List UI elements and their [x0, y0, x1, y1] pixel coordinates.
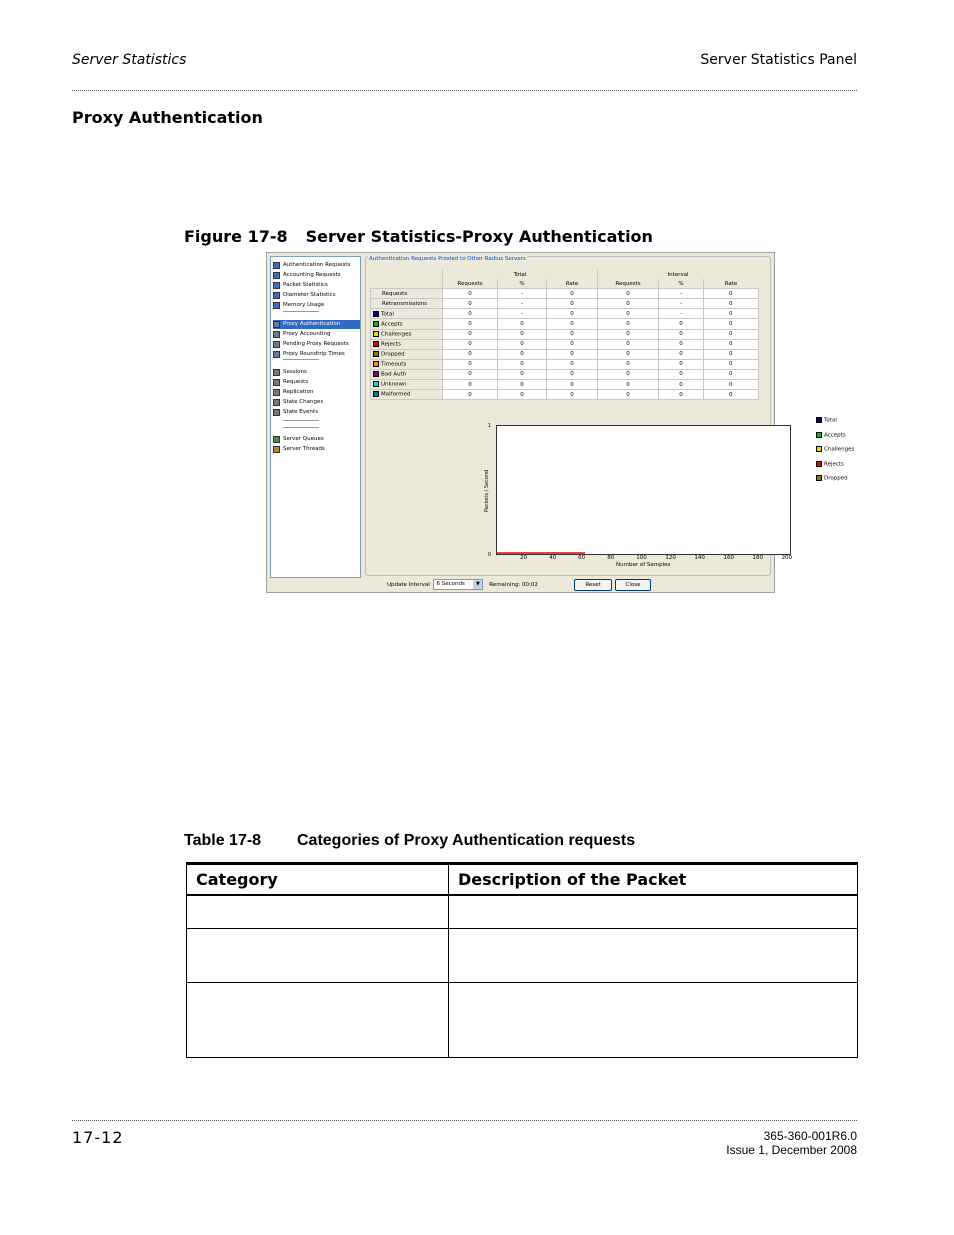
grid-icon [273, 379, 280, 386]
reset-button[interactable]: Reset [574, 579, 612, 591]
stats-row [371, 390, 759, 400]
column-header: Requests [443, 279, 498, 289]
stat-value: 0 [704, 390, 759, 400]
stat-value: 0 [704, 299, 759, 309]
group-header: Interval [598, 270, 759, 279]
nav-item[interactable] [273, 330, 331, 339]
color-swatch-icon [816, 475, 822, 481]
table-title: Categories of Proxy Authentication requests [297, 832, 636, 849]
table-cell [371, 279, 443, 289]
stat-value: 0 [547, 359, 598, 369]
update-interval-value: 6 Seconds [436, 581, 465, 587]
nav-item-label: Proxy Roundtrip Times [283, 351, 345, 357]
proxy-icon [273, 331, 280, 338]
nav-item-label: Authentication Requests [283, 262, 351, 268]
x-tick-label: 20 [520, 555, 528, 561]
stat-value: 0 [498, 349, 547, 359]
document-id [726, 1129, 857, 1157]
column-header: % [498, 279, 547, 289]
nav-item[interactable] [273, 291, 336, 300]
figure-caption [184, 227, 671, 246]
stat-value: 0 [498, 339, 547, 349]
stat-value: 0 [598, 359, 659, 369]
stat-value: 0 [443, 359, 498, 369]
nav-item-label: Sessions [283, 369, 307, 375]
stat-value: 0 [659, 339, 704, 349]
row-label: Total [381, 311, 394, 318]
stat-value: 0 [443, 369, 498, 379]
nav-item[interactable] [273, 271, 341, 280]
stat-value: 0 [443, 289, 498, 299]
row-label: Bad Auth [381, 371, 407, 378]
stats-row [371, 380, 759, 390]
proxy-icon [273, 321, 280, 328]
row-label-cell [371, 369, 443, 379]
nav-item[interactable] [273, 435, 324, 444]
stat-value: 0 [659, 319, 704, 329]
column-header: Requests [598, 279, 659, 289]
stat-value: 0 [598, 349, 659, 359]
stat-value: 0 [443, 380, 498, 390]
group-header-row [371, 270, 759, 279]
stats-row [371, 289, 759, 299]
nav-item[interactable] [273, 368, 307, 377]
nav-item[interactable] [273, 388, 313, 397]
chart-icon [273, 292, 280, 299]
proxy-icon [273, 341, 280, 348]
stat-value: 0 [659, 329, 704, 339]
stat-value: - [498, 289, 547, 299]
remaining-value: 00:02 [522, 582, 538, 588]
stats-row [371, 329, 759, 339]
nav-item-label: Proxy Authentication [283, 321, 341, 327]
row-label-cell [371, 289, 443, 299]
x-tick-label: 80 [607, 555, 615, 561]
x-tick-label: 60 [578, 555, 586, 561]
nav-item-label: Requests [283, 379, 309, 385]
x-axis-label: Number of Samples [616, 562, 671, 568]
legend-label: Accepts [824, 432, 846, 438]
nav-item[interactable] [273, 378, 308, 387]
x-tick-label: 160 [723, 555, 734, 561]
grid-icon [273, 409, 280, 416]
legend-item [816, 475, 848, 482]
thread-icon [273, 446, 280, 453]
stat-value: 0 [704, 289, 759, 299]
stat-value: 0 [547, 369, 598, 379]
row-label-cell [371, 329, 443, 339]
stat-value: 0 [704, 309, 759, 319]
stat-value: 0 [659, 349, 704, 359]
stats-row [371, 369, 759, 379]
stat-value: 0 [547, 319, 598, 329]
nav-item[interactable] [273, 350, 345, 359]
legend-item [816, 432, 846, 439]
rate-chart-plot [496, 425, 791, 555]
row-label-cell [371, 299, 443, 309]
chart-icon [273, 272, 280, 279]
stat-value: 0 [498, 329, 547, 339]
stat-value: 0 [598, 319, 659, 329]
stats-row [371, 339, 759, 349]
remaining-label: Remaining: [489, 582, 521, 588]
nav-separator [283, 359, 319, 360]
row-label-cell [371, 390, 443, 400]
row-label-cell [371, 309, 443, 319]
chart-icon [273, 282, 280, 289]
legend-label: Challenges [824, 446, 855, 453]
table-cell [187, 895, 449, 928]
figure-number: Figure 17-8 [184, 227, 288, 246]
rate-chart-svg [497, 426, 792, 556]
stat-value: 0 [547, 390, 598, 400]
running-header-right: Server Statistics Panel [700, 52, 857, 68]
category-header: Category [187, 864, 449, 896]
table-row [187, 982, 858, 1057]
stat-value: 0 [659, 359, 704, 369]
stat-value: 0 [598, 369, 659, 379]
stat-value: 0 [659, 390, 704, 400]
color-swatch-icon [373, 361, 379, 367]
table-row [187, 895, 858, 928]
nav-item[interactable] [273, 261, 350, 270]
stat-value: 0 [498, 390, 547, 400]
color-swatch-icon [373, 371, 379, 377]
y-tick-top: 1 [487, 423, 491, 429]
stat-value: 0 [704, 369, 759, 379]
group-header: Total [443, 270, 598, 279]
color-swatch-icon [373, 321, 379, 327]
stat-value: 0 [547, 380, 598, 390]
stats-row [371, 349, 759, 359]
stat-value: 0 [443, 349, 498, 359]
chart-y-axis-area [366, 417, 496, 567]
stat-value: 0 [704, 339, 759, 349]
proxy-icon [273, 351, 280, 358]
chart-icon [273, 302, 280, 309]
nav-item[interactable] [273, 301, 324, 310]
stats-row [371, 299, 759, 309]
stat-value: 0 [498, 369, 547, 379]
nav-item-label: Pending Proxy Requests [283, 341, 349, 347]
x-tick-label: 180 [752, 555, 764, 561]
stat-value: 0 [443, 319, 498, 329]
row-label-cell [371, 380, 443, 390]
nav-item-label: Packet Statistics [283, 282, 328, 288]
bottom-controls [387, 579, 538, 590]
legend-item [816, 461, 844, 468]
nav-item[interactable] [273, 408, 318, 417]
table-cell [449, 928, 858, 982]
stats-row [371, 309, 759, 319]
stat-value: 0 [547, 289, 598, 299]
y-axis-label: Packets / Second [484, 469, 490, 512]
panel-title: Authentication Requests Proxied to Other Radius Servers [369, 256, 526, 262]
row-label: Rejects [381, 341, 401, 348]
grid-icon [273, 389, 280, 396]
stat-value: 0 [547, 349, 598, 359]
nav-separator [283, 420, 319, 421]
statistics-nav-tree [270, 256, 361, 578]
queue-icon [273, 436, 280, 443]
issue-date: Issue 1, December 2008 [726, 1143, 857, 1157]
color-swatch-icon [373, 341, 379, 347]
stat-value: 0 [598, 390, 659, 400]
x-tick-label: 140 [694, 555, 705, 561]
x-tick-label: 200 [781, 555, 793, 561]
nav-item-label: Memory Usage [283, 302, 325, 308]
row-label: Retransmissions [382, 300, 427, 307]
table-cell [371, 270, 443, 279]
stat-value: 0 [704, 359, 759, 369]
color-swatch-icon [373, 331, 379, 337]
legend-item [816, 417, 837, 424]
stat-value: 0 [598, 309, 659, 319]
grid-icon [273, 399, 280, 406]
color-swatch-icon [373, 351, 379, 357]
update-interval-label: Update Interval [387, 582, 430, 588]
color-swatch-icon [816, 461, 822, 467]
page-number: 17-12 [72, 1128, 124, 1147]
row-label: Unknown [381, 381, 407, 388]
nav-item-label: State Changes [283, 399, 324, 405]
color-swatch-icon [816, 432, 822, 438]
footer-rule [72, 1120, 857, 1121]
row-label: Timeouts [381, 361, 407, 368]
stat-value: 0 [443, 339, 498, 349]
nav-item-label: Proxy Accounting [283, 331, 331, 337]
row-label-cell [371, 319, 443, 329]
section-title: Proxy Authentication [72, 108, 263, 127]
nav-item-label: Accounting Requests [283, 272, 341, 278]
table-cell [449, 895, 858, 928]
row-label: Malformed [381, 391, 411, 398]
nav-item[interactable] [273, 281, 328, 290]
table-cell [449, 982, 858, 1057]
nav-item[interactable] [273, 445, 325, 454]
nav-item[interactable] [273, 340, 349, 349]
stat-value: 0 [443, 309, 498, 319]
row-label: Challenges [381, 331, 412, 338]
close-button[interactable]: Close [615, 579, 651, 591]
table-number: Table 17-8 [184, 832, 262, 849]
table-cell [187, 982, 449, 1057]
stat-value: 0 [443, 390, 498, 400]
row-label-cell [371, 349, 443, 359]
table-row [187, 928, 858, 982]
column-header-row [371, 279, 759, 289]
stat-value: 0 [547, 339, 598, 349]
stat-value: 0 [443, 329, 498, 339]
stats-row [371, 319, 759, 329]
color-swatch-icon [373, 381, 379, 387]
stat-value: 0 [598, 339, 659, 349]
stat-value: - [659, 299, 704, 309]
x-tick-label: 100 [636, 555, 647, 561]
doc-number: 365-360-001R6.0 [763, 1129, 857, 1143]
nav-item-label: Replication [283, 389, 314, 395]
column-header: Rate [547, 279, 598, 289]
nav-item-label: Server Queues [283, 436, 324, 442]
stat-value: 0 [547, 299, 598, 309]
chart-icon [273, 262, 280, 269]
x-tick-label: 120 [665, 555, 676, 561]
stat-value: 0 [443, 299, 498, 309]
stat-value: 0 [598, 329, 659, 339]
color-swatch-icon [373, 311, 379, 317]
stat-value: 0 [704, 319, 759, 329]
stat-value: 0 [547, 329, 598, 339]
stat-value: 0 [498, 380, 547, 390]
table-header-row [187, 864, 858, 896]
header-rule [72, 90, 857, 91]
color-swatch-icon [816, 417, 822, 423]
figure-title: Server Statistics-Proxy Authentication [305, 227, 653, 246]
row-label: Requests [382, 290, 408, 297]
stat-value: - [659, 309, 704, 319]
stat-value: 0 [704, 380, 759, 390]
nav-item[interactable] [273, 320, 360, 329]
nav-item-label: Server Threads [283, 446, 325, 452]
stat-value: 0 [659, 369, 704, 379]
legend-label: Dropped [824, 475, 848, 482]
table-cell [187, 928, 449, 982]
running-header-left: Server Statistics [72, 52, 187, 68]
row-label-cell [371, 359, 443, 369]
legend-label: Total [824, 417, 837, 424]
y-tick-bottom: 0 [487, 552, 491, 558]
column-header: Rate [704, 279, 759, 289]
legend-item [816, 446, 854, 453]
stat-value: 0 [498, 319, 547, 329]
chevron-down-icon[interactable]: ▼ [473, 580, 482, 589]
table-caption [184, 832, 635, 850]
stat-value: 0 [598, 289, 659, 299]
x-tick-label: 40 [549, 555, 557, 561]
stat-value: - [498, 309, 547, 319]
server-statistics-screenshot [266, 252, 855, 593]
column-header: % [659, 279, 704, 289]
nav-item-label: Diameter Statistics [283, 292, 336, 298]
row-label: Dropped [381, 351, 405, 358]
stat-value: - [659, 289, 704, 299]
categories-table [186, 862, 858, 1058]
nav-item-label: State Events [283, 409, 318, 415]
update-interval-select[interactable] [433, 579, 483, 590]
description-header: Description of the Packet [449, 864, 858, 896]
stat-value: 0 [659, 380, 704, 390]
stat-value: - [498, 299, 547, 309]
row-label: Accepts [381, 321, 403, 328]
grid-icon [273, 369, 280, 376]
nav-item[interactable] [273, 398, 323, 407]
nav-separator [283, 427, 319, 428]
color-swatch-icon [373, 391, 379, 397]
stat-value: 0 [547, 309, 598, 319]
stat-value: 0 [704, 329, 759, 339]
proxy-stats-table [370, 270, 759, 400]
stat-value: 0 [598, 380, 659, 390]
color-swatch-icon [816, 446, 822, 452]
nav-separator [283, 311, 319, 312]
row-label-cell [371, 339, 443, 349]
stat-value: 0 [498, 359, 547, 369]
stat-value: 0 [598, 299, 659, 309]
proxy-auth-panel [365, 256, 855, 576]
stats-row [371, 359, 759, 369]
legend-label: Rejects [824, 461, 844, 467]
stat-value: 0 [704, 349, 759, 359]
